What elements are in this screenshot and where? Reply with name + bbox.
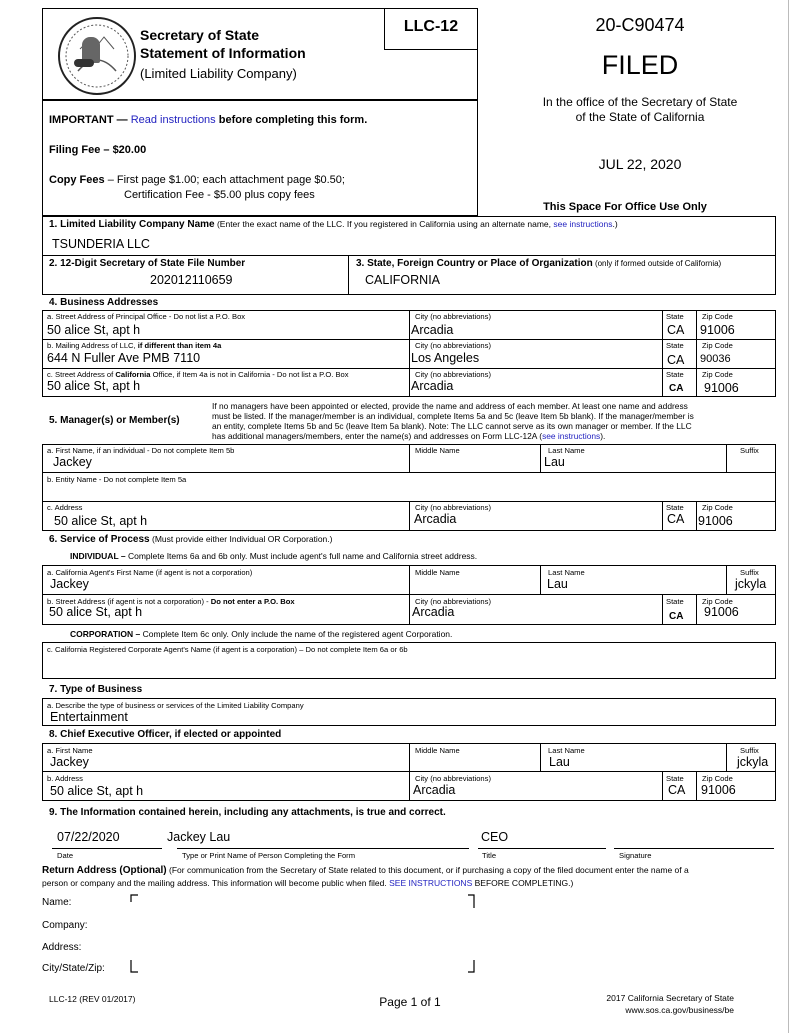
item7-heading: 7. Type of Business <box>49 684 143 695</box>
item1-instructions-link[interactable]: see instructions <box>553 219 613 229</box>
agent-city-field[interactable]: Arcadia <box>412 605 455 619</box>
california-street-field[interactable]: 50 alice St, apt h <box>47 379 141 393</box>
corporate-agent-name-field[interactable] <box>47 656 767 674</box>
copyright: 2017 California Secretary of State <box>606 993 734 1003</box>
item9-heading: 9. The Information contained herein, including any attachments, is true and correct. <box>49 807 446 818</box>
item4c-state-label: State <box>666 370 684 379</box>
item5c-zip-label: Zip Code <box>702 503 733 512</box>
item8b-state-label: State <box>666 774 684 783</box>
page-number: Page 1 of 1 <box>379 995 441 1009</box>
item8a-middle-label: Middle Name <box>415 746 460 755</box>
filed-office-line2: of the State of California <box>575 110 705 124</box>
agent-state-field[interactable]: CA <box>669 611 684 622</box>
read-instructions-link[interactable]: Read instructions <box>130 114 216 126</box>
filing-fee: Filing Fee – $20.00 <box>49 144 147 156</box>
manager-city-field[interactable]: Arcadia <box>414 512 457 526</box>
item5c-city-label: City (no abbreviations) <box>415 503 491 512</box>
item4b-city-label: City (no abbreviations) <box>415 341 491 350</box>
item3-label: 3. State, Foreign Country or Place of Organization (only if formed outside of California) <box>356 258 722 269</box>
doc-number: 20-C90474 <box>595 15 685 35</box>
california-state-field[interactable]: CA <box>669 383 684 394</box>
title-line2: Statement of Information <box>140 45 306 61</box>
return-address-bracket-icon <box>128 892 478 976</box>
signature-label: Signature <box>619 851 652 860</box>
item5b-label: b. Entity Name - Do not complete Item 5a <box>47 475 187 484</box>
ceo-street-field[interactable]: 50 alice St, apt h <box>50 784 144 798</box>
agent-suffix-field[interactable]: jckyla <box>735 577 767 591</box>
manager-state-field[interactable]: CA <box>667 512 685 526</box>
business-type-field[interactable]: Entertainment <box>50 710 128 724</box>
item6a-last-label: Last Name <box>548 568 585 577</box>
copy-fees-line1: Copy Fees – First page $1.00; each attachment page $0.50; <box>49 174 345 186</box>
filed-office-line1: In the office of the Secretary of State <box>542 95 738 109</box>
llc-name-field[interactable]: TSUNDERIA LLC <box>52 237 150 251</box>
file-number-field[interactable]: 202012110659 <box>150 273 233 287</box>
item6-corporation-note: CORPORATION – Complete Item 6c only. Only include the name of the registered agent Corporation. <box>70 629 453 639</box>
item8b-label: b. Address <box>47 774 83 783</box>
item6c-label: c. California Registered Corporate Agent's Name (if agent is a corporation) – Do not complete Item 6a or 6b <box>47 645 408 654</box>
ceo-first-name-field[interactable]: Jackey <box>50 755 89 769</box>
return-address-instructions-link[interactable]: SEE INSTRUCTIONS <box>389 878 473 888</box>
item5a-middle-label: Middle Name <box>415 446 460 455</box>
california-seal-icon <box>58 17 136 95</box>
california-zip-field[interactable]: 91006 <box>704 381 739 395</box>
item4b-label: b. Mailing Address of LLC, if different than item 4a <box>47 341 222 350</box>
item8a-label: a. First Name <box>47 746 93 755</box>
ceo-city-field[interactable]: Arcadia <box>413 783 456 797</box>
item6a-label: a. California Agent's First Name (if agent is not a corporation) <box>47 568 253 577</box>
principal-zip-field[interactable]: 91006 <box>700 323 735 337</box>
form-code: LLC-12 <box>403 18 459 35</box>
agent-last-name-field[interactable]: Lau <box>547 577 568 591</box>
item6-heading: 6. Service of Process (Must provide either Individual OR Corporation.) <box>49 534 333 545</box>
item2-label: 2. 12-Digit Secretary of State File Number <box>49 258 246 269</box>
item6b-state-label: State <box>666 597 684 606</box>
manager-last-name-field[interactable]: Lau <box>544 455 565 469</box>
item4b-state-label: State <box>666 341 684 350</box>
ceo-zip-field[interactable]: 91006 <box>701 783 736 797</box>
copy-fees-line2: Certification Fee - $5.00 plus copy fees <box>124 189 315 201</box>
manager-first-name-field[interactable]: Jackey <box>53 455 92 469</box>
important-line: IMPORTANT — Read instructions before completing this form. <box>49 114 368 126</box>
sign-date-field[interactable]: 07/22/2020 <box>57 830 120 844</box>
principal-street-field[interactable]: 50 alice St, apt h <box>47 323 141 337</box>
return-address-note: Return Address (Optional) (For communication from the Secretary of State related to this document, or if purchasing a copy of the filed document enter the name of a person or company and the mailing address. This information will become public when filed. SEE INSTRUCTIONS BEFORE COMPLETING.) <box>42 865 689 888</box>
form-revision: LLC-12 (REV 01/2017) <box>49 994 136 1004</box>
return-city-label: City/State/Zip: <box>42 963 105 974</box>
ceo-last-name-field[interactable]: Lau <box>549 755 570 769</box>
signer-title-field[interactable]: CEO <box>481 830 509 844</box>
item6b-label: b. Street Address (if agent is not a corporation) - Do not enter a P.O. Box <box>47 597 295 606</box>
agent-street-field[interactable]: 50 alice St, apt h <box>49 605 143 619</box>
item5-note: If no managers have been appointed or elected, provide the name and address of each member. At least one name and address must be listed. If the manager/member is an individual, complete Items 5a and 5c (leave Item 5b blank). If the manager/member is an entity, complete Items 5b and 5c (leave Item 5a blank). Note: The LLC cannot serve as its own manager or member. If the LLC has additional managers/members, enter the name(s) and addresses on Form LLC-12A (see instructions). <box>212 401 694 441</box>
mailing-zip-field[interactable]: 90036 <box>700 353 731 365</box>
title-label: Title <box>482 851 497 860</box>
item6b-zip-label: Zip Code <box>702 597 733 606</box>
manager-zip-field[interactable]: 91006 <box>698 514 733 528</box>
item6b-city-label: City (no abbreviations) <box>415 597 491 606</box>
item8-heading: 8. Chief Executive Officer, if elected or appointed <box>49 729 282 740</box>
return-company-label: Company: <box>42 920 88 931</box>
mailing-city-field[interactable]: Los Angeles <box>411 351 480 365</box>
entity-name-field[interactable] <box>47 485 767 499</box>
item5c-state-label: State <box>666 503 684 512</box>
sos-url: www.sos.ca.gov/business/be <box>625 1005 734 1015</box>
item4-heading: 4. Business Addresses <box>49 297 159 308</box>
ceo-state-field[interactable]: CA <box>668 783 686 797</box>
state-of-organization-field[interactable]: CALIFORNIA <box>365 273 441 287</box>
mailing-state-field[interactable]: CA <box>667 353 685 367</box>
manager-street-field[interactable]: 50 alice St, apt h <box>54 514 148 528</box>
item5-heading: 5. Manager(s) or Member(s) <box>49 415 180 426</box>
item4c-label: c. Street Address of California Office, if Item 4a is not in California - Do not list a P.O. Box <box>47 370 349 379</box>
mailing-street-field[interactable]: 644 N Fuller Ave PMB 7110 <box>47 351 201 365</box>
name-label: Type or Print Name of Person Completing the Form <box>182 851 356 860</box>
item8b-zip-label: Zip Code <box>702 774 733 783</box>
item6-individual-note: INDIVIDUAL – Complete Items 6a and 6b only. Must include agent's full name and California street address. <box>70 551 478 561</box>
item5a-suffix-label: Suffix <box>740 446 759 455</box>
california-city-field[interactable]: Arcadia <box>411 379 454 393</box>
principal-city-field[interactable]: Arcadia <box>411 323 454 337</box>
office-use-label: This Space For Office Use Only <box>543 201 707 213</box>
filed-label: FILED <box>601 50 679 80</box>
item4a-state-label: State <box>666 312 684 321</box>
item4a-city-label: City (no abbreviations) <box>415 312 491 321</box>
filed-date: JUL 22, 2020 <box>598 156 682 172</box>
ceo-suffix-field[interactable]: jckyla <box>737 755 769 769</box>
item1-label: 1. Limited Liability Company Name (Enter the exact name of the LLC. If you registered in California using an alternate name, see instructions.) <box>49 219 618 230</box>
agent-first-name-field[interactable]: Jackey <box>50 577 89 591</box>
principal-state-field[interactable]: CA <box>667 323 685 337</box>
title-line3: (Limited Liability Company) <box>140 66 297 81</box>
item8b-city-label: City (no abbreviations) <box>415 774 491 783</box>
item4b-zip-label: Zip Code <box>702 341 733 350</box>
item5c-label: c. Address <box>47 503 83 512</box>
item4c-zip-label: Zip Code <box>702 370 733 379</box>
agent-zip-field[interactable]: 91006 <box>704 605 739 619</box>
item8a-last-label: Last Name <box>548 746 585 755</box>
return-address-label: Address: <box>42 942 82 953</box>
return-name-label: Name: <box>42 897 72 908</box>
page-edge <box>788 0 789 1033</box>
item7a-label: a. Describe the type of business or services of the Limited Liability Company <box>47 701 304 710</box>
item4a-label: a. Street Address of Principal Office - Do not list a P.O. Box <box>47 312 246 321</box>
item8a-suffix-label: Suffix <box>740 746 759 755</box>
date-label: Date <box>57 851 74 860</box>
signer-name-field[interactable]: Jackey Lau <box>167 830 231 844</box>
item5-instructions-link[interactable]: see instructions <box>542 431 601 441</box>
item4a-zip-label: Zip Code <box>702 312 733 321</box>
title-line1: Secretary of State <box>140 27 260 43</box>
item4c-city-label: City (no abbreviations) <box>415 370 491 379</box>
item5a-label: a. First Name, if an individual - Do not complete Item 5b <box>47 446 235 455</box>
item6a-suffix-label: Suffix <box>740 568 759 577</box>
item6a-middle-label: Middle Name <box>415 568 460 577</box>
item5a-last-label: Last Name <box>548 446 585 455</box>
